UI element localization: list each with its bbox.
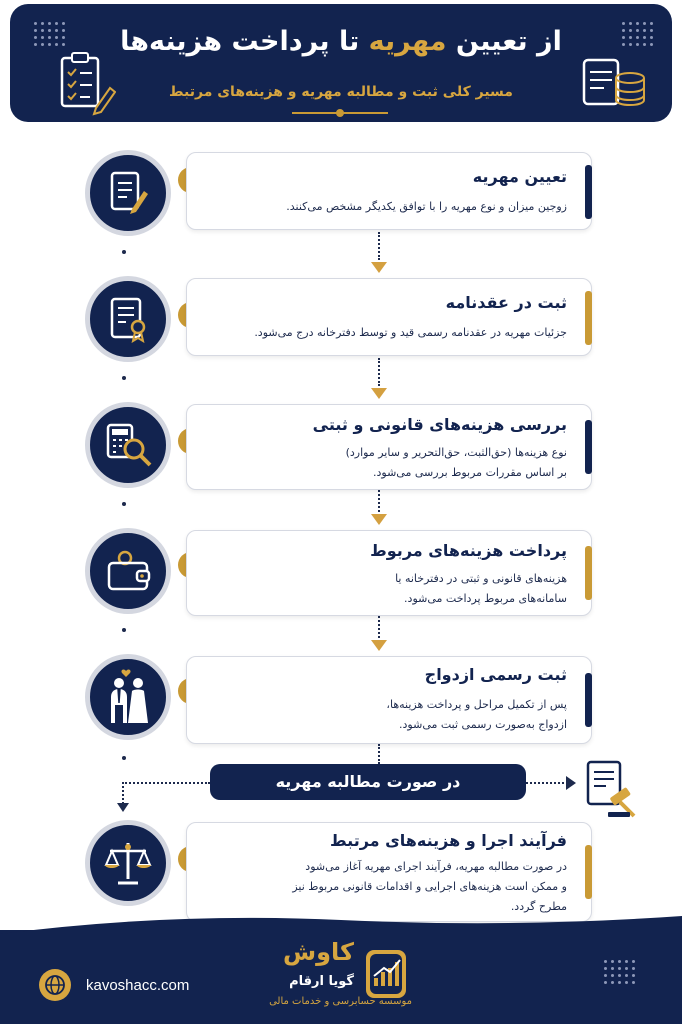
step-6-icon-circle [85,820,171,906]
step-3-accent-bar [585,420,592,474]
calculator-magnifier-icon [104,421,154,469]
step-6-card [186,822,592,922]
step-1-description: زوجین میزان و نوع مهریه را با توافق یکدیگر مشخص می‌کنند. [286,200,567,213]
step-5-description: پس از تکمیل مراحل و پرداخت هزینه‌ها، ازدواج به‌صورت رسمی ثبت می‌شود. [386,698,567,731]
connector-dashes-1 [378,232,380,260]
brand-subname: گویا ارقام [289,974,354,989]
connector-dashes-2 [378,358,380,386]
arrow-down-3 [371,514,387,525]
step-2-icon-circle [85,276,171,362]
connector-dashes-4 [378,616,380,638]
step-1-accent-bar [585,165,592,219]
arrow-down-2 [371,388,387,399]
step-5-icon-circle [85,654,171,740]
step-5-title: ثبت رسمی ازدواج [424,665,567,684]
step-4-icon-circle [85,528,171,614]
dot-pattern-left [34,22,65,46]
page-title: از تعیین مهریه تا پرداخت هزینه‌ها [120,26,562,57]
step-2-description: جزئیات مهریه در عقدنامه رسمی قید و توسط دفترخانه درج می‌شود. [254,326,567,339]
document-gavel-icon [584,758,644,820]
connector-dot-4 [122,628,126,632]
scales-icon [102,839,154,887]
step-6-title: فرآیند اجرا و هزینه‌های مرتبط [330,831,567,850]
branch-line-left-down [122,782,124,804]
dot-pattern-right [622,22,653,46]
step-3-icon-circle [85,402,171,488]
arrow-down-left [117,803,129,812]
step-1-icon-circle [85,150,171,236]
connector-dashes-3 [378,490,380,512]
footer-dot-pattern [604,960,635,984]
checklist-icon [56,50,116,116]
couple-icon [106,667,152,727]
header-banner [10,4,672,122]
arrow-right [566,776,576,790]
arrow-down-4 [371,640,387,651]
step-4-description: هزینه‌های قانونی و ثبتی در دفترخانه یا سامانه‌های مربوط پرداخت می‌شود. [395,572,567,605]
certificate-icon [108,295,150,343]
connector-dot-5 [122,756,126,760]
header-underline-dot [336,109,344,117]
step-2-accent-bar [585,291,592,345]
step-1-card [186,152,592,230]
step-5-card [186,656,592,744]
step-6-description: در صورت مطالبه مهریه، فرآیند اجرای مهریه آغاز می‌شود و ممکن است هزینه‌های اجرایی و اقدامات قانونی مربوط نیز مطرح گردد. [292,860,567,913]
connector-dot-1 [122,250,126,254]
step-1-title: تعیین مهریه [472,167,567,186]
step-6-accent-bar [585,845,592,899]
connector-dashes-5 [378,744,380,764]
connector-dot-3 [122,502,126,506]
page-subtitle: مسیر کلی ثبت و مطالبه مهریه و هزینه‌های مرتبط [169,84,513,100]
footer-wave [0,912,682,934]
step-4-card [186,530,592,616]
step-3-description: نوع هزینه‌ها (حق‌الثبت، حق‌التحریر و سایر موارد) بر اساس مقررات مربوط بررسی می‌شود. [345,446,567,479]
step-4-accent-bar [585,546,592,600]
branch-line-right [526,782,568,784]
branch-line-left [122,782,210,784]
globe-icon [38,968,72,1002]
wallet-icon [105,549,153,593]
connector-dot-2 [122,376,126,380]
step-2-title: ثبت در عقدنامه [445,293,567,312]
arrow-down-1 [371,262,387,273]
demand-label: در صورت مطالبه مهریه [210,764,526,800]
brand-name: کاوش [282,938,354,966]
coins-document-icon [582,56,650,116]
step-4-title: پرداخت هزینه‌های مربوط [370,541,567,560]
brand-tagline: موسسه حسابرسی و خدمات مالی [269,996,412,1007]
step-5-accent-bar [585,673,592,727]
brand-logo-icon [362,946,410,1002]
website-link[interactable]: kavoshacc.com [86,977,190,994]
step-3-card [186,404,592,490]
step-3-title: بررسی هزینه‌های قانونی و ثبتی [312,415,567,434]
step-2-card [186,278,592,356]
document-pen-icon [108,169,150,217]
